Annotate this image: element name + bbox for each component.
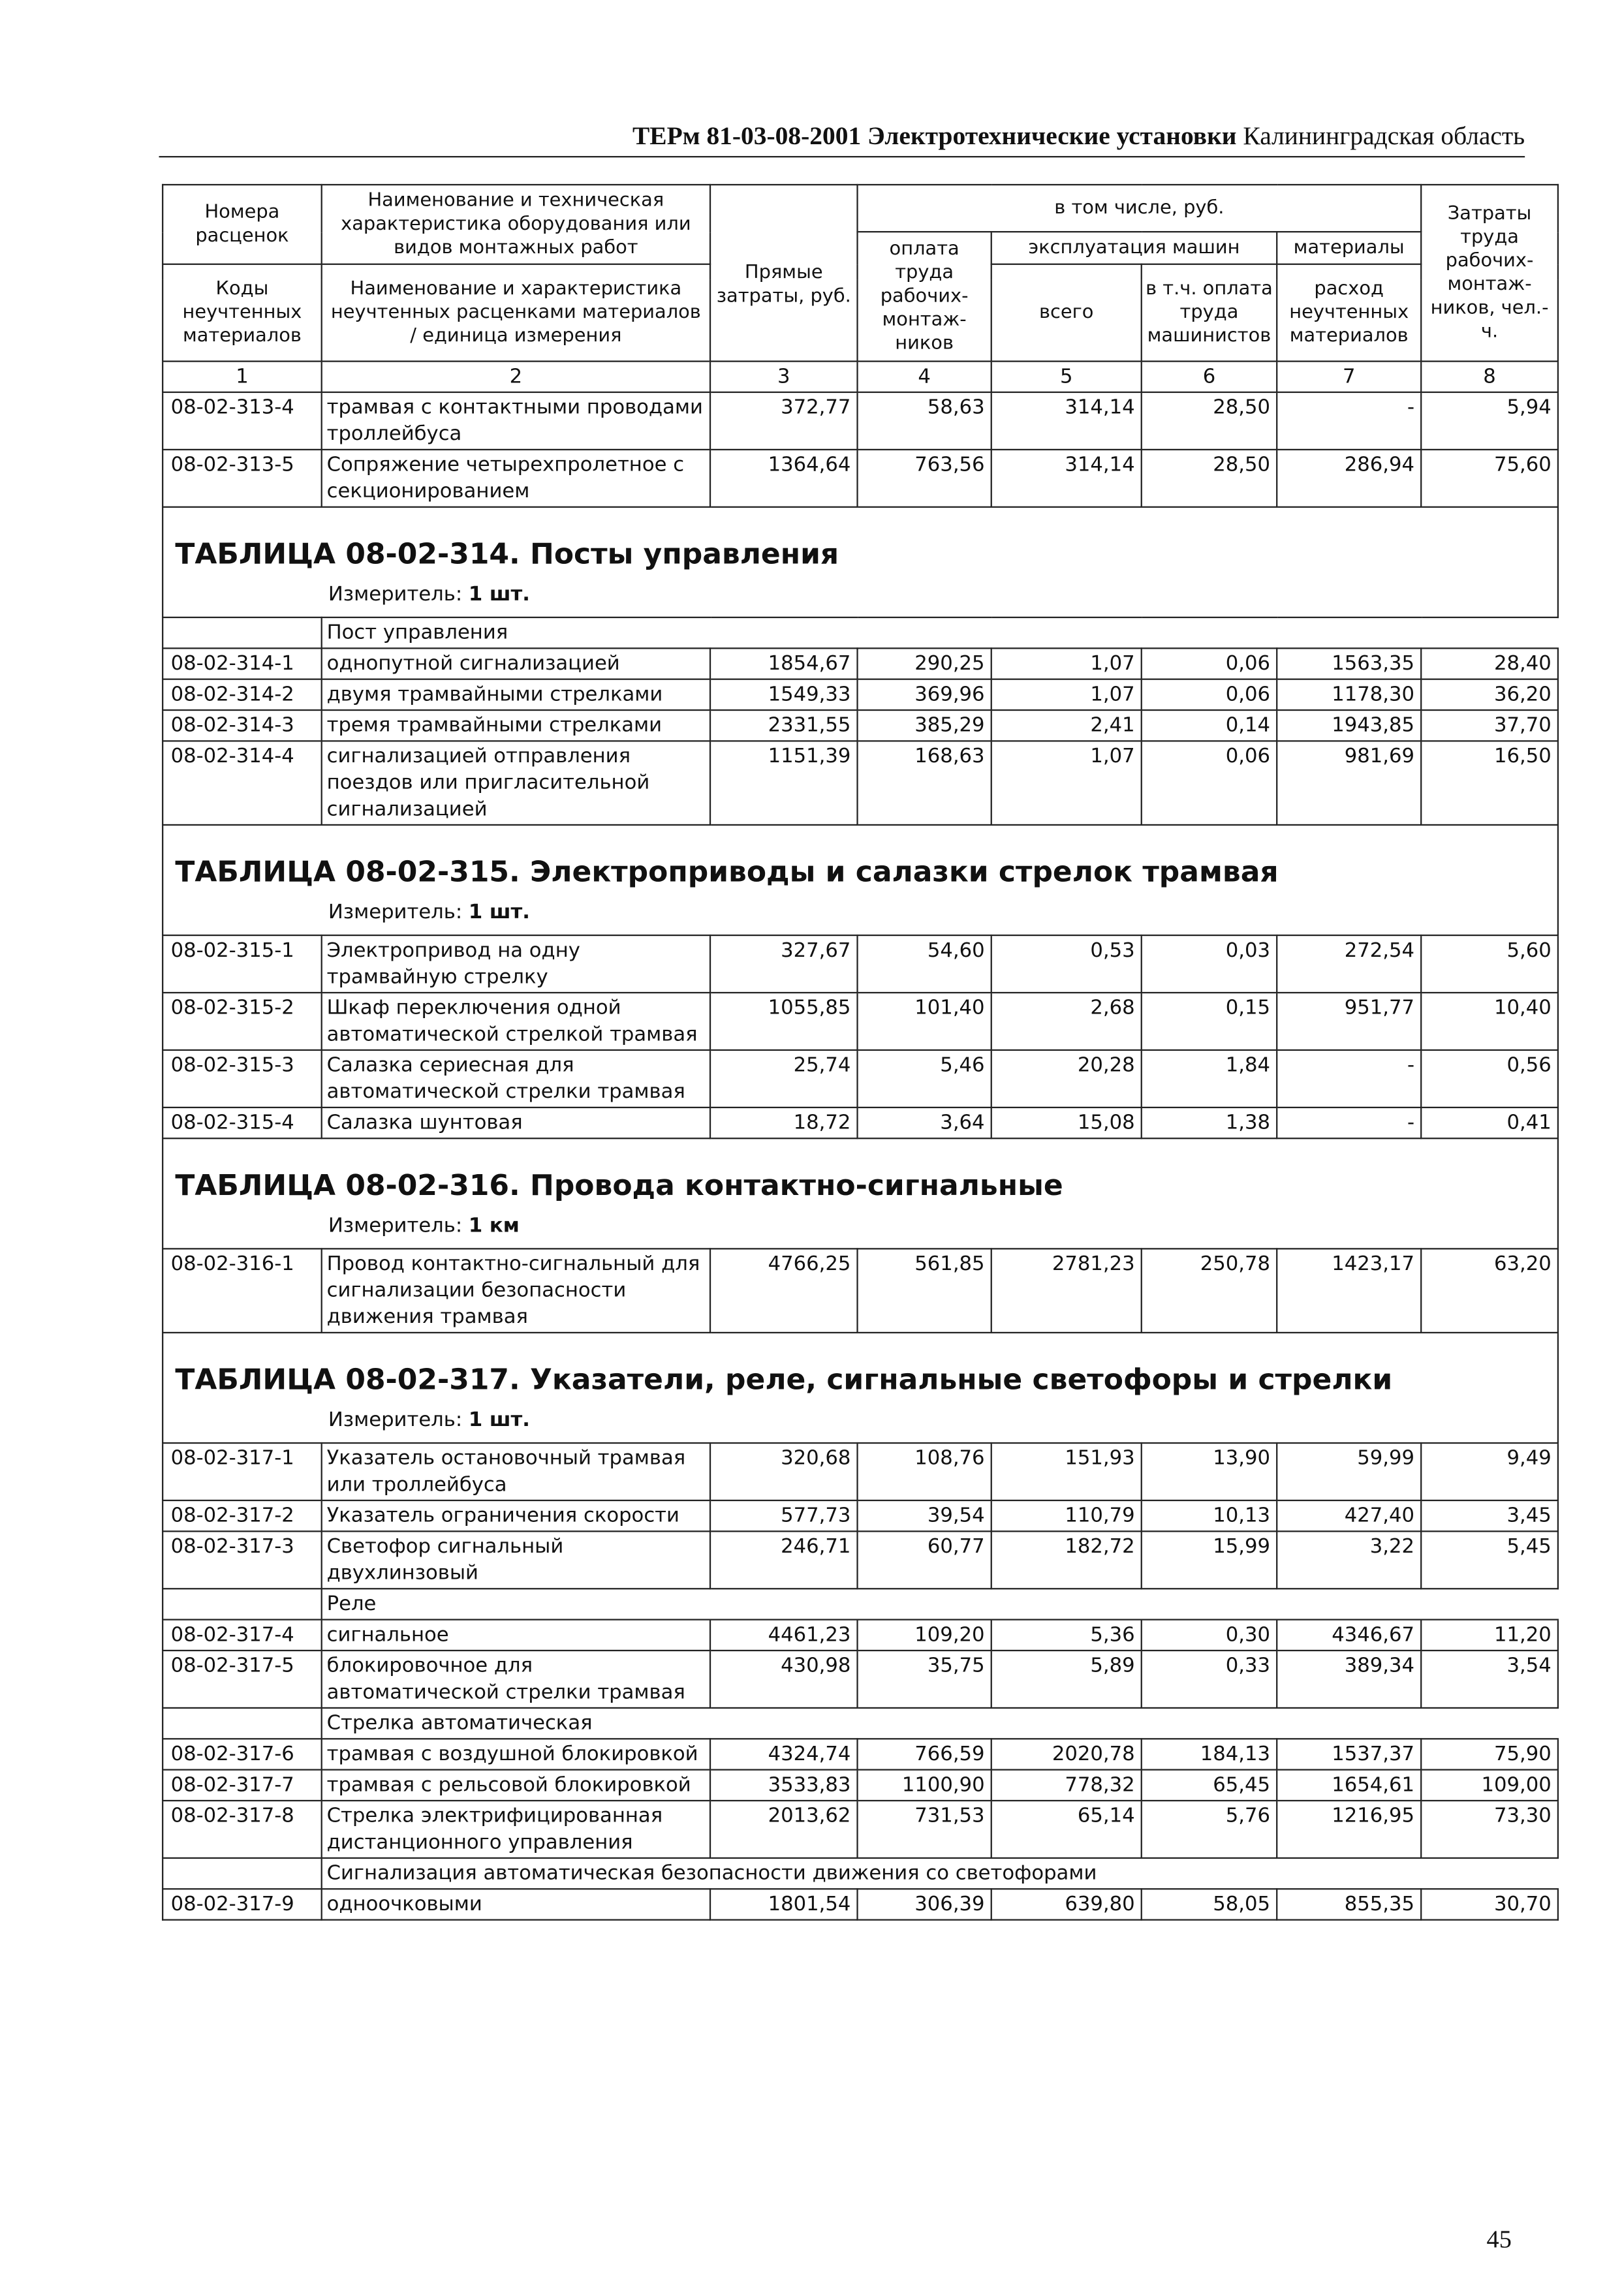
section-title: ТАБЛИЦА 08-02-317. Указатели, реле, сигнальные светофоры и стрелки [175,1363,1393,1397]
subheader-row [163,1589,1558,1619]
direct-costs: 1055,85 [710,993,858,1050]
direct-costs: 1801,54 [710,1889,858,1919]
worker-pay: 58,63 [858,392,991,450]
machines-pay: 65,45 [1142,1770,1277,1801]
col-codes: Коды неучтенных материалов [163,264,322,362]
rate-code: 08-02-314-2 [163,679,322,710]
machines-total: 0,53 [991,935,1142,993]
subheader-row [163,1708,1558,1739]
section-measure [175,899,1548,926]
worker-pay: 5,46 [858,1050,991,1108]
machines-total: 2020,78 [991,1739,1142,1769]
table-row [163,1889,1558,1919]
materials-usage: 1178,30 [1277,679,1421,710]
section-header [163,825,1558,935]
machines-pay: 13,90 [1142,1443,1277,1500]
col-labor: Затраты труда рабочих-монтаж-ников, чел.-ч. [1421,185,1558,362]
header-title: Электротехнические установки [867,120,1237,151]
col-machines: эксплуатация машин [991,232,1277,264]
machines-total: 778,32 [991,1770,1142,1801]
labor-cost: 10,40 [1421,993,1558,1050]
section-header [163,507,1558,617]
rate-name: блокировочное для автоматической стрелки трамвая [322,1651,710,1708]
labor-cost: 75,90 [1421,1739,1558,1769]
labor-cost: 3,45 [1421,1500,1558,1531]
rate-code: 08-02-313-4 [163,392,322,450]
direct-costs: 327,67 [710,935,858,993]
worker-pay: 731,53 [858,1801,991,1858]
direct-costs: 320,68 [710,1443,858,1500]
section-header-row [163,507,1558,617]
rate-name: Указатель остановочный трамвая или троллейбуса [322,1443,710,1500]
materials-usage: - [1277,1108,1421,1138]
section-title: ТАБЛИЦА 08-02-314. Посты управления [175,537,839,571]
table-row [163,993,1558,1050]
measure-value: 1 шт. [468,901,530,925]
table-row [163,1443,1558,1500]
rate-code: 08-02-317-8 [163,1801,322,1858]
machines-total: 151,93 [991,1443,1142,1500]
section-header [163,1333,1558,1443]
materials-usage: 59,99 [1277,1443,1421,1500]
section-header [163,1138,1558,1249]
col-machines-total: всего [991,264,1142,362]
labor-cost: 5,45 [1421,1531,1558,1589]
labor-cost: 9,49 [1421,1443,1558,1500]
table-row [163,1531,1558,1589]
materials-usage: 951,77 [1277,993,1421,1050]
machines-pay: 15,99 [1142,1531,1277,1589]
column-number: 1 [163,362,322,392]
section-header-row [163,1333,1558,1443]
worker-pay: 54,60 [858,935,991,993]
rate-code: 08-02-315-2 [163,993,322,1050]
rate-code: 08-02-317-7 [163,1770,322,1801]
rate-code: 08-02-317-1 [163,1443,322,1500]
labor-cost: 28,40 [1421,648,1558,679]
materials-usage: - [1277,1050,1421,1108]
table-header [163,185,1558,392]
table-row [163,1050,1558,1108]
machines-pay: 1,38 [1142,1108,1277,1138]
header-code: ТЕРм 81-03-08-2001 [632,120,862,151]
materials-usage: 1423,17 [1277,1249,1421,1333]
machines-pay: 1,84 [1142,1050,1277,1108]
worker-pay: 763,56 [858,450,991,507]
section-header-row [163,1138,1558,1249]
direct-costs: 3533,83 [710,1770,858,1801]
col-worker-pay: оплата труда рабочих-монтаж-ников [858,232,991,361]
table-row [163,1651,1558,1708]
direct-costs: 25,74 [710,1050,858,1108]
table-row [163,1770,1558,1801]
direct-costs: 4461,23 [710,1620,858,1651]
rate-code: 08-02-314-4 [163,741,322,825]
rates-table [162,184,1559,1921]
direct-costs: 2013,62 [710,1801,858,1858]
worker-pay: 369,96 [858,679,991,710]
col-rate-numbers: Номера расценок [163,185,322,264]
worker-pay: 3,64 [858,1108,991,1138]
direct-costs: 4324,74 [710,1739,858,1769]
measure-label: Измеритель: [328,901,463,925]
direct-costs: 246,71 [710,1531,858,1589]
measure-value: 1 шт. [468,582,530,607]
materials-usage: 1563,35 [1277,648,1421,679]
labor-cost: 5,60 [1421,935,1558,993]
empty-cell [163,617,322,648]
subheader-row [163,1858,1558,1889]
direct-costs: 2331,55 [710,710,858,741]
table-body [163,392,1558,1920]
page-number: 45 [1486,2225,1512,2254]
machines-total: 5,36 [991,1620,1142,1651]
labor-cost: 0,41 [1421,1108,1558,1138]
table-row [163,450,1558,507]
machines-pay: 5,76 [1142,1801,1277,1858]
column-number: 3 [710,362,858,392]
header-rule [159,156,1525,157]
machines-total: 1,07 [991,741,1142,825]
column-number: 4 [858,362,991,392]
empty-cell [163,1858,322,1889]
worker-pay: 108,76 [858,1443,991,1500]
machines-total: 1,07 [991,679,1142,710]
machines-total: 639,80 [991,1889,1142,1919]
subheader-label: Реле [322,1589,1558,1619]
rate-name: Светофор сигнальный двухлинзовый [322,1531,710,1589]
materials-usage: - [1277,392,1421,450]
col-direct-costs: Прямые затраты, руб. [710,185,858,362]
table-row [163,679,1558,710]
labor-cost: 5,94 [1421,392,1558,450]
materials-usage: 855,35 [1277,1889,1421,1919]
table-row [163,710,1558,741]
direct-costs: 18,72 [710,1108,858,1138]
machines-total: 2781,23 [991,1249,1142,1333]
table-row [163,392,1558,450]
direct-costs: 372,77 [710,392,858,450]
labor-cost: 0,56 [1421,1050,1558,1108]
table-row [163,1620,1558,1651]
materials-usage: 4346,67 [1277,1620,1421,1651]
header-region: Калининградская область [1243,120,1525,151]
labor-cost: 109,00 [1421,1770,1558,1801]
subheader-label: Сигнализация автоматическая безопасности движения со светофорами [322,1858,1558,1889]
machines-pay: 0,06 [1142,648,1277,679]
worker-pay: 766,59 [858,1739,991,1769]
rate-name: сигнальное [322,1620,710,1651]
direct-costs: 1549,33 [710,679,858,710]
labor-cost: 30,70 [1421,1889,1558,1919]
worker-pay: 109,20 [858,1620,991,1651]
labor-cost: 63,20 [1421,1249,1558,1333]
rate-name: Шкаф переключения одной автоматической стрелкой трамвая [322,993,710,1050]
col-materials: материалы [1277,232,1421,264]
table-row [163,1739,1558,1769]
rate-code: 08-02-317-3 [163,1531,322,1589]
machines-total: 65,14 [991,1801,1142,1858]
table-row [163,741,1558,825]
materials-usage: 981,69 [1277,741,1421,825]
empty-cell [163,1589,322,1619]
subheader-label: Пост управления [322,617,1558,648]
rate-name: Указатель ограничения скорости [322,1500,710,1531]
measure-value: 1 км [468,1214,520,1238]
col-name-bottom: Наименование и характеристика неучтенных расценками материалов / единица измерения [322,264,710,362]
table-row [163,1500,1558,1531]
labor-cost: 36,20 [1421,679,1558,710]
rate-name: сигнализацией отправления поездов или пригласительной сигнализацией [322,741,710,825]
measure-value: 1 шт. [468,1408,530,1433]
materials-usage: 1537,37 [1277,1739,1421,1769]
rate-code: 08-02-317-5 [163,1651,322,1708]
column-number: 2 [322,362,710,392]
machines-pay: 0,30 [1142,1620,1277,1651]
rate-name: трамвая с контактными проводами троллейбуса [322,392,710,450]
materials-usage: 389,34 [1277,1651,1421,1708]
materials-usage: 3,22 [1277,1531,1421,1589]
worker-pay: 60,77 [858,1531,991,1589]
rate-name: Салазка сериесная для автоматической стрелки трамвая [322,1050,710,1108]
column-number: 7 [1277,362,1421,392]
rate-name: трамвая с рельсовой блокировкой [322,1770,710,1801]
rate-code: 08-02-315-3 [163,1050,322,1108]
machines-pay: 0,33 [1142,1651,1277,1708]
column-number: 6 [1142,362,1277,392]
labor-cost: 16,50 [1421,741,1558,825]
direct-costs: 1364,64 [710,450,858,507]
rate-code: 08-02-313-5 [163,450,322,507]
rate-name: однопутной сигнализацией [322,648,710,679]
machines-pay: 0,06 [1142,741,1277,825]
section-measure [175,582,1548,608]
rate-code: 08-02-314-3 [163,710,322,741]
materials-usage: 286,94 [1277,450,1421,507]
table-row [163,1801,1558,1858]
rate-name: Провод контактно-сигнальный для сигнализации безопасности движения трамвая [322,1249,710,1333]
worker-pay: 385,29 [858,710,991,741]
machines-total: 20,28 [991,1050,1142,1108]
rate-name: Стрелка электрифицированная дистанционного управления [322,1801,710,1858]
table-row [163,1249,1558,1333]
subheader-label: Стрелка автоматическая [322,1708,1558,1739]
labor-cost: 3,54 [1421,1651,1558,1708]
rate-name: Салазка шунтовая [322,1108,710,1138]
section-title: ТАБЛИЦА 08-02-315. Электроприводы и салазки стрелок трамвая [175,855,1279,890]
section-measure [175,1407,1548,1434]
labor-cost: 11,20 [1421,1620,1558,1651]
machines-total: 2,68 [991,993,1142,1050]
machines-total: 1,07 [991,648,1142,679]
machines-pay: 10,13 [1142,1500,1277,1531]
col-materials-usage: расход неучтенных материалов [1277,264,1421,362]
machines-total: 110,79 [991,1500,1142,1531]
machines-total: 314,14 [991,450,1142,507]
section-header-row [163,825,1558,935]
column-number: 8 [1421,362,1558,392]
worker-pay: 101,40 [858,993,991,1050]
table-row [163,935,1558,993]
subheader-row [163,617,1558,648]
rate-code: 08-02-317-9 [163,1889,322,1919]
rate-name: тремя трамвайными стрелками [322,710,710,741]
col-including: в том числе, руб. [858,185,1422,232]
machines-pay: 0,14 [1142,710,1277,741]
machines-total: 5,89 [991,1651,1142,1708]
direct-costs: 577,73 [710,1500,858,1531]
column-numbers-row [163,362,1558,392]
labor-cost: 37,70 [1421,710,1558,741]
rate-name: Электропривод на одну трамвайную стрелку [322,935,710,993]
rate-name: трамвая с воздушной блокировкой [322,1739,710,1769]
column-number: 5 [991,362,1142,392]
measure-label: Измеритель: [328,582,463,607]
worker-pay: 39,54 [858,1500,991,1531]
measure-label: Измеритель: [328,1408,463,1433]
rate-code: 08-02-317-2 [163,1500,322,1531]
machines-pay: 58,05 [1142,1889,1277,1919]
table-row [163,1108,1558,1138]
machines-total: 15,08 [991,1108,1142,1138]
materials-usage: 427,40 [1277,1500,1421,1531]
col-machines-pay: в т.ч. оплата труда машинистов [1142,264,1277,362]
direct-costs: 1151,39 [710,741,858,825]
machines-pay: 250,78 [1142,1249,1277,1333]
direct-costs: 1854,67 [710,648,858,679]
rate-code: 08-02-317-4 [163,1620,322,1651]
rate-code: 08-02-317-6 [163,1739,322,1769]
worker-pay: 168,63 [858,741,991,825]
machines-pay: 184,13 [1142,1739,1277,1769]
materials-usage: 1943,85 [1277,710,1421,741]
measure-label: Измеритель: [328,1214,463,1238]
worker-pay: 35,75 [858,1651,991,1708]
rate-code: 08-02-314-1 [163,648,322,679]
machines-total: 2,41 [991,710,1142,741]
worker-pay: 290,25 [858,648,991,679]
materials-usage: 1654,61 [1277,1770,1421,1801]
rate-name: Сопряжение четырехпролетное с секционированием [322,450,710,507]
table-row [163,648,1558,679]
direct-costs: 430,98 [710,1651,858,1708]
section-measure [175,1213,1548,1239]
rate-name: двумя трамвайными стрелками [322,679,710,710]
machines-pay: 0,06 [1142,679,1277,710]
section-title: ТАБЛИЦА 08-02-316. Провода контактно-сигнальные [175,1168,1063,1203]
machines-pay: 0,03 [1142,935,1277,993]
machines-pay: 0,15 [1142,993,1277,1050]
machines-pay: 28,50 [1142,450,1277,507]
machines-total: 314,14 [991,392,1142,450]
worker-pay: 306,39 [858,1889,991,1919]
machines-pay: 28,50 [1142,392,1277,450]
worker-pay: 1100,90 [858,1770,991,1801]
running-header [565,121,1525,151]
materials-usage: 1216,95 [1277,1801,1421,1858]
materials-usage: 272,54 [1277,935,1421,993]
direct-costs: 4766,25 [710,1249,858,1333]
rate-code: 08-02-316-1 [163,1249,322,1333]
labor-cost: 75,60 [1421,450,1558,507]
empty-cell [163,1708,322,1739]
col-name-top: Наименование и техническая характеристика оборудования или видов монтажных работ [322,185,710,264]
rate-name: одноочковыми [322,1889,710,1919]
rate-code: 08-02-315-1 [163,935,322,993]
worker-pay: 561,85 [858,1249,991,1333]
labor-cost: 73,30 [1421,1801,1558,1858]
rate-code: 08-02-315-4 [163,1108,322,1138]
machines-total: 182,72 [991,1531,1142,1589]
